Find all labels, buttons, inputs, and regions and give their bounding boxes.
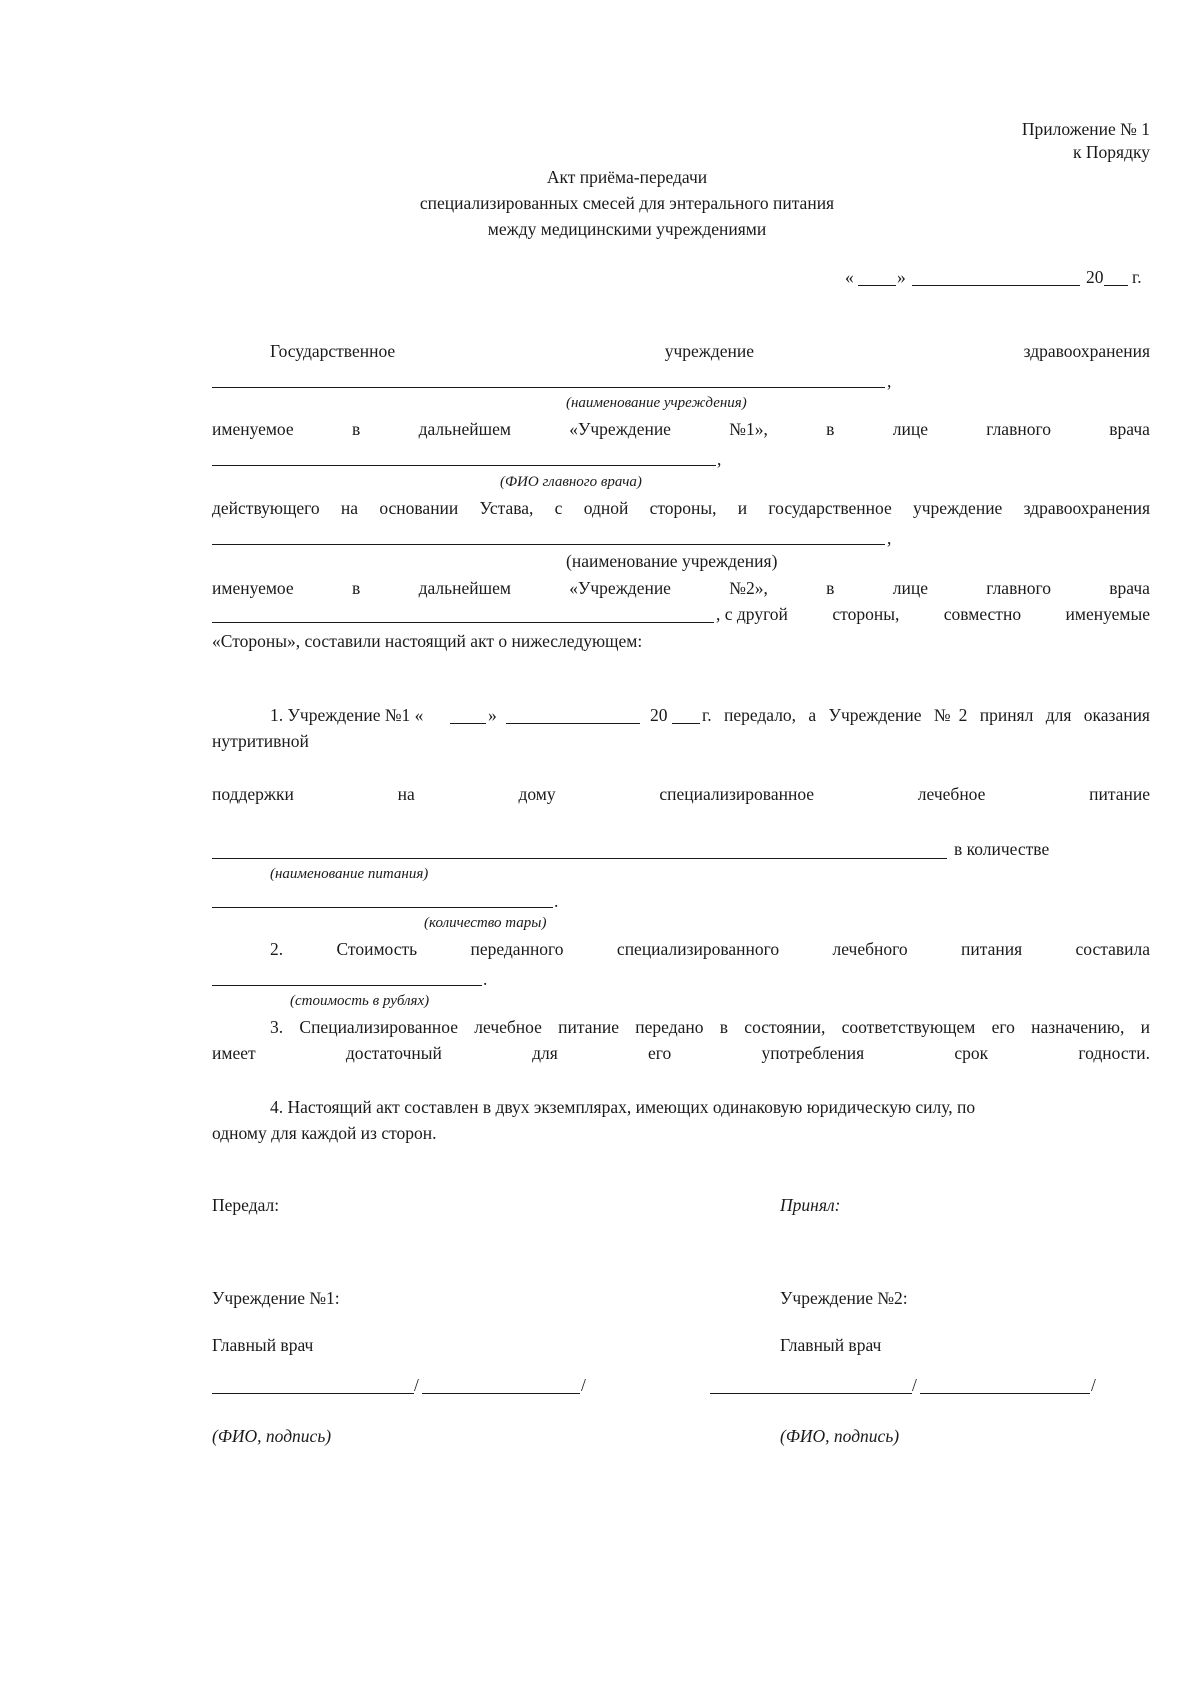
word: лечебное [917,784,986,804]
clause-1-rest: г. передало, а Учреждение №2 принял для оказания [702,705,1150,725]
word: дальнейшем [418,578,511,598]
word: специализированного [616,939,780,959]
word: в [826,578,835,598]
word: именуемое [212,578,294,598]
word: именуемое [212,419,294,439]
date-year-prefix: 20 [1086,267,1104,287]
right-institution: Учреждение №2: [780,1288,908,1308]
date-day-field[interactable] [858,285,896,286]
word: имеет [212,1043,256,1063]
slash: / [414,1375,419,1395]
title-line-3: между медицинскими учреждениями [487,219,767,239]
slash: / [912,1375,917,1395]
clause-1-line-2: нутритивной [212,731,309,751]
party2-name-field[interactable] [212,544,885,545]
clause-3-line-1: 3. Специализированное лечебное питание передано в состоянии, соответствующем его назначению, и [270,1017,1150,1037]
word: здравоохранения [1023,341,1150,361]
left-name-field[interactable] [212,1393,414,1394]
party1-named-row [212,418,1150,440]
word: лице [892,578,928,598]
quantity-label: в количестве [954,839,1050,859]
word: для [532,1043,558,1063]
party2-named-row [212,577,1150,599]
word: главного [986,578,1051,598]
food-name-caption: (наименование питания) [270,866,429,882]
word: «Учреждение [569,419,671,439]
word: употребления [761,1043,865,1063]
comma: , [887,371,892,391]
word: Государственное [270,341,396,361]
word: питания [961,939,1023,959]
word: №1», [729,419,768,439]
word: лице [892,419,928,439]
clause-1-month-field[interactable] [506,723,640,724]
date-month-field[interactable] [912,285,1080,286]
cost-caption: (стоимость в рублях) [290,993,430,1009]
slash: / [581,1375,586,1395]
clause-4-line-2: одному для каждой из сторон. [212,1123,437,1143]
word: поддержки [212,784,294,804]
left-signature-caption: (ФИО, подпись) [212,1426,332,1446]
word: достаточный [345,1043,442,1063]
parties-statement: «Стороны», составили настоящий акт о нижеследующем: [212,631,643,651]
word: дальнейшем [418,419,511,439]
clause-1-start: 1. Учреждение №1 « [270,705,424,725]
word: стороны, [832,604,900,624]
clause-1-words-row [212,783,1150,805]
clause-2-row [270,938,1150,960]
word: 2. [270,939,284,959]
word: годности. [1078,1043,1150,1063]
word: срок [954,1043,989,1063]
left-institution: Учреждение №1: [212,1288,340,1308]
party1-name-field[interactable] [212,387,885,388]
period: . [554,891,559,911]
word: в [351,419,361,439]
date-close-quote: » [897,267,906,287]
word: врача [1109,419,1150,439]
word: , с другой [716,604,788,624]
clause-1-quote-close: » [488,705,497,725]
right-signature-field[interactable] [920,1393,1090,1394]
comma: , [887,528,892,548]
party2-other-side-row [716,603,1150,625]
left-position: Главный врач [212,1335,314,1355]
left-signature-heading: Передал: [212,1195,280,1215]
date-year-field[interactable] [1104,285,1128,286]
word: специализированное [659,784,815,804]
party1-doctor-field[interactable] [212,465,716,466]
date-year-suffix: г. [1132,267,1142,287]
word: именуемые [1065,604,1150,624]
word: дому [518,784,556,804]
word: в [826,419,835,439]
word: на [397,784,415,804]
right-position: Главный врач [780,1335,882,1355]
party2-doctor-field[interactable] [212,622,714,623]
word: переданного [470,939,564,959]
clause-1-year-prefix: 20 [650,705,668,725]
left-signature-field[interactable] [422,1393,580,1394]
word: Стоимость [336,939,418,959]
word: в [351,578,361,598]
appendix-reference: к Порядку [1073,142,1150,162]
title-line-2: специализированных смесей для энтерального питания [419,193,835,213]
period: . [483,969,488,989]
party1-intro [270,340,1150,362]
clause-4-line-1: 4. Настоящий акт составлен в двух экземплярах, имеющих одинаковую юридическую силу, по [270,1097,976,1117]
date-open-quote: « [845,267,854,287]
right-signature-caption: (ФИО, подпись) [780,1426,900,1446]
word: главного [986,419,1051,439]
clause-3-words-row [212,1042,1150,1064]
word: учреждение [664,341,755,361]
title-line-1: Акт приёма-передачи [546,167,708,187]
word: составила [1075,939,1150,959]
word: врача [1109,578,1150,598]
word: его [647,1043,672,1063]
word: №2», [729,578,768,598]
right-signature-heading: Принял: [780,1195,841,1215]
party1-doctor-caption: (ФИО главного врача) [500,474,642,490]
tare-quantity-field[interactable] [212,907,553,908]
clause-1-day-field[interactable] [450,723,486,724]
word: совместно [943,604,1022,624]
word: лечебного [832,939,908,959]
party1-basis: действующего на основании Устава, с одной стороны, и государственное учреждение здравоохранения [212,498,1150,518]
tare-caption: (количество тары) [424,915,547,931]
slash: / [1091,1375,1096,1395]
party2-name-caption: (наименование учреждения) [566,551,778,571]
word: «Учреждение [569,578,671,598]
comma: , [717,449,722,469]
cost-field[interactable] [212,985,482,986]
clause-1-year-field[interactable] [672,723,700,724]
word: питание [1089,784,1150,804]
appendix-number: Приложение № 1 [1021,119,1150,139]
food-name-field[interactable] [212,858,947,859]
right-name-field[interactable] [710,1393,912,1394]
party1-name-caption: (наименование учреждения) [566,395,747,411]
